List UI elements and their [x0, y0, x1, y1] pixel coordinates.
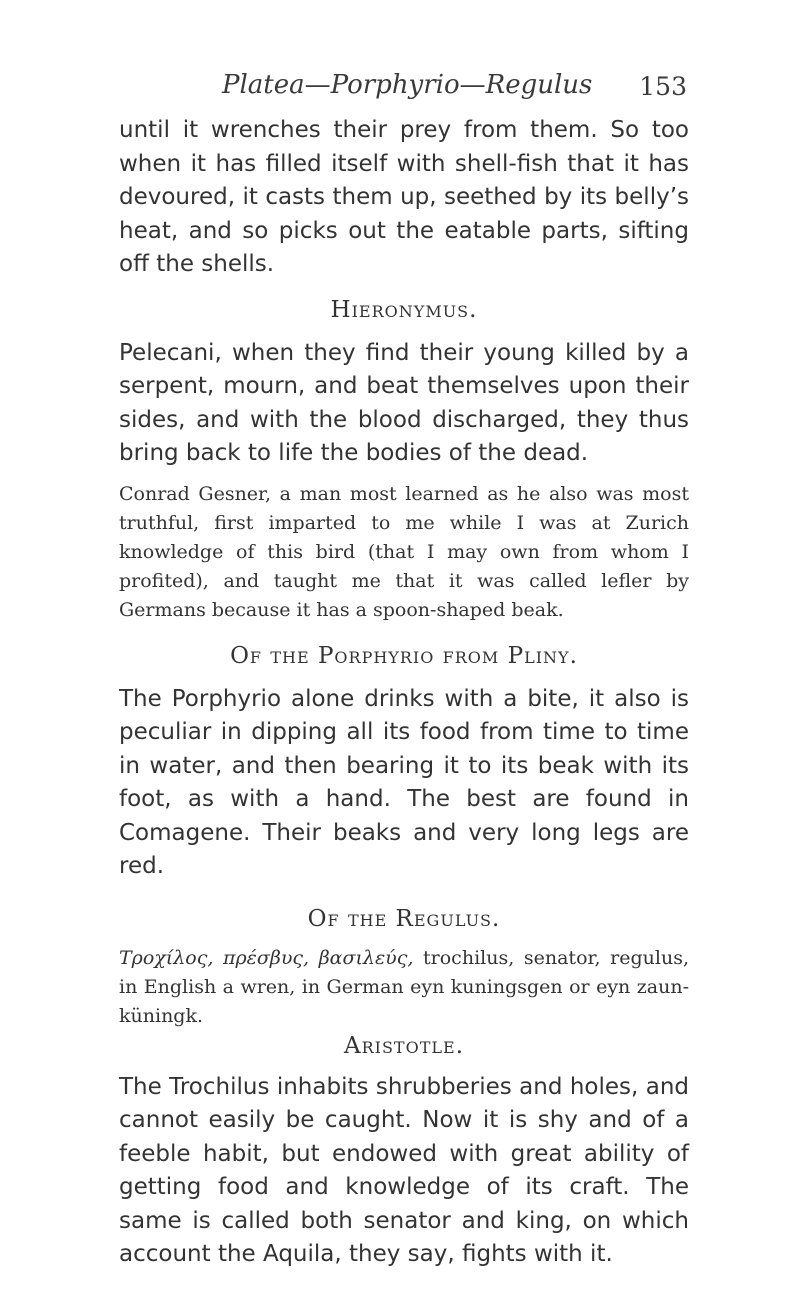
paragraph-pelecani: Pelecani, when they find their young killed by a serpent, mourn, and beat themselves upon their sides, and with the blood discharged, they thus bring back to life the bodies of the dead.: [119, 339, 689, 466]
book-page: [119, 70, 689, 1272]
running-title: Platea—Porphyrio—Regulus: [222, 70, 593, 100]
heading-aristotle: Aristotle.: [343, 1032, 464, 1059]
running-head: [119, 70, 689, 114]
paragraph-pelican-feeding: until it wrenches their prey from them. So too when it has filled itself with shell-fish that it has devoured, it casts them up, seethed by its belly’s heat, and so picks out the eatable parts, sifting off the shells.: [119, 117, 689, 277]
heading-porphyrio: Of the Porphyrio from Pliny.: [230, 642, 578, 669]
paragraph-trochilus: The Trochilus inhabits shrubberies and holes, and cannot easily be caught. Now it is shy and of a feeble habit, but endowed with great ability of getting food and knowledge of its craft. The same is called both senator and king, on which account the Aquila, they say, fights with it.: [119, 1073, 689, 1267]
heading-hieronymus: Hieronymus.: [330, 296, 478, 323]
paragraph-gesner: Conrad Gesner, a man most learned as he also was most truthful, first imparted to me while I was at Zurich knowledge of this bird (that I may own from whom I profited), and taught me that it was called lefler by Germans because it has a spoon-shaped beak.: [119, 482, 689, 621]
heading-regulus: Of the Regulus.: [307, 905, 501, 932]
latin-names: trochilus, senator, regulus, in English a wren, in German eyn kuningsgen or eyn zaun-küningk.: [119, 946, 689, 1027]
greek-names: Τροχίλος, πρέσβυς, βασιλεύς,: [119, 946, 414, 969]
paragraph-porphyrio: The Porphyrio alone drinks with a bite, it also is peculiar in dipping all its food from time to time in water, and then bearing it to its beak with its foot, as with a hand. The best are found in Comagene. Their beaks and very long legs are red.: [119, 685, 689, 879]
paragraph-regulus-names: [119, 944, 689, 1031]
page-number: 153: [639, 72, 687, 101]
